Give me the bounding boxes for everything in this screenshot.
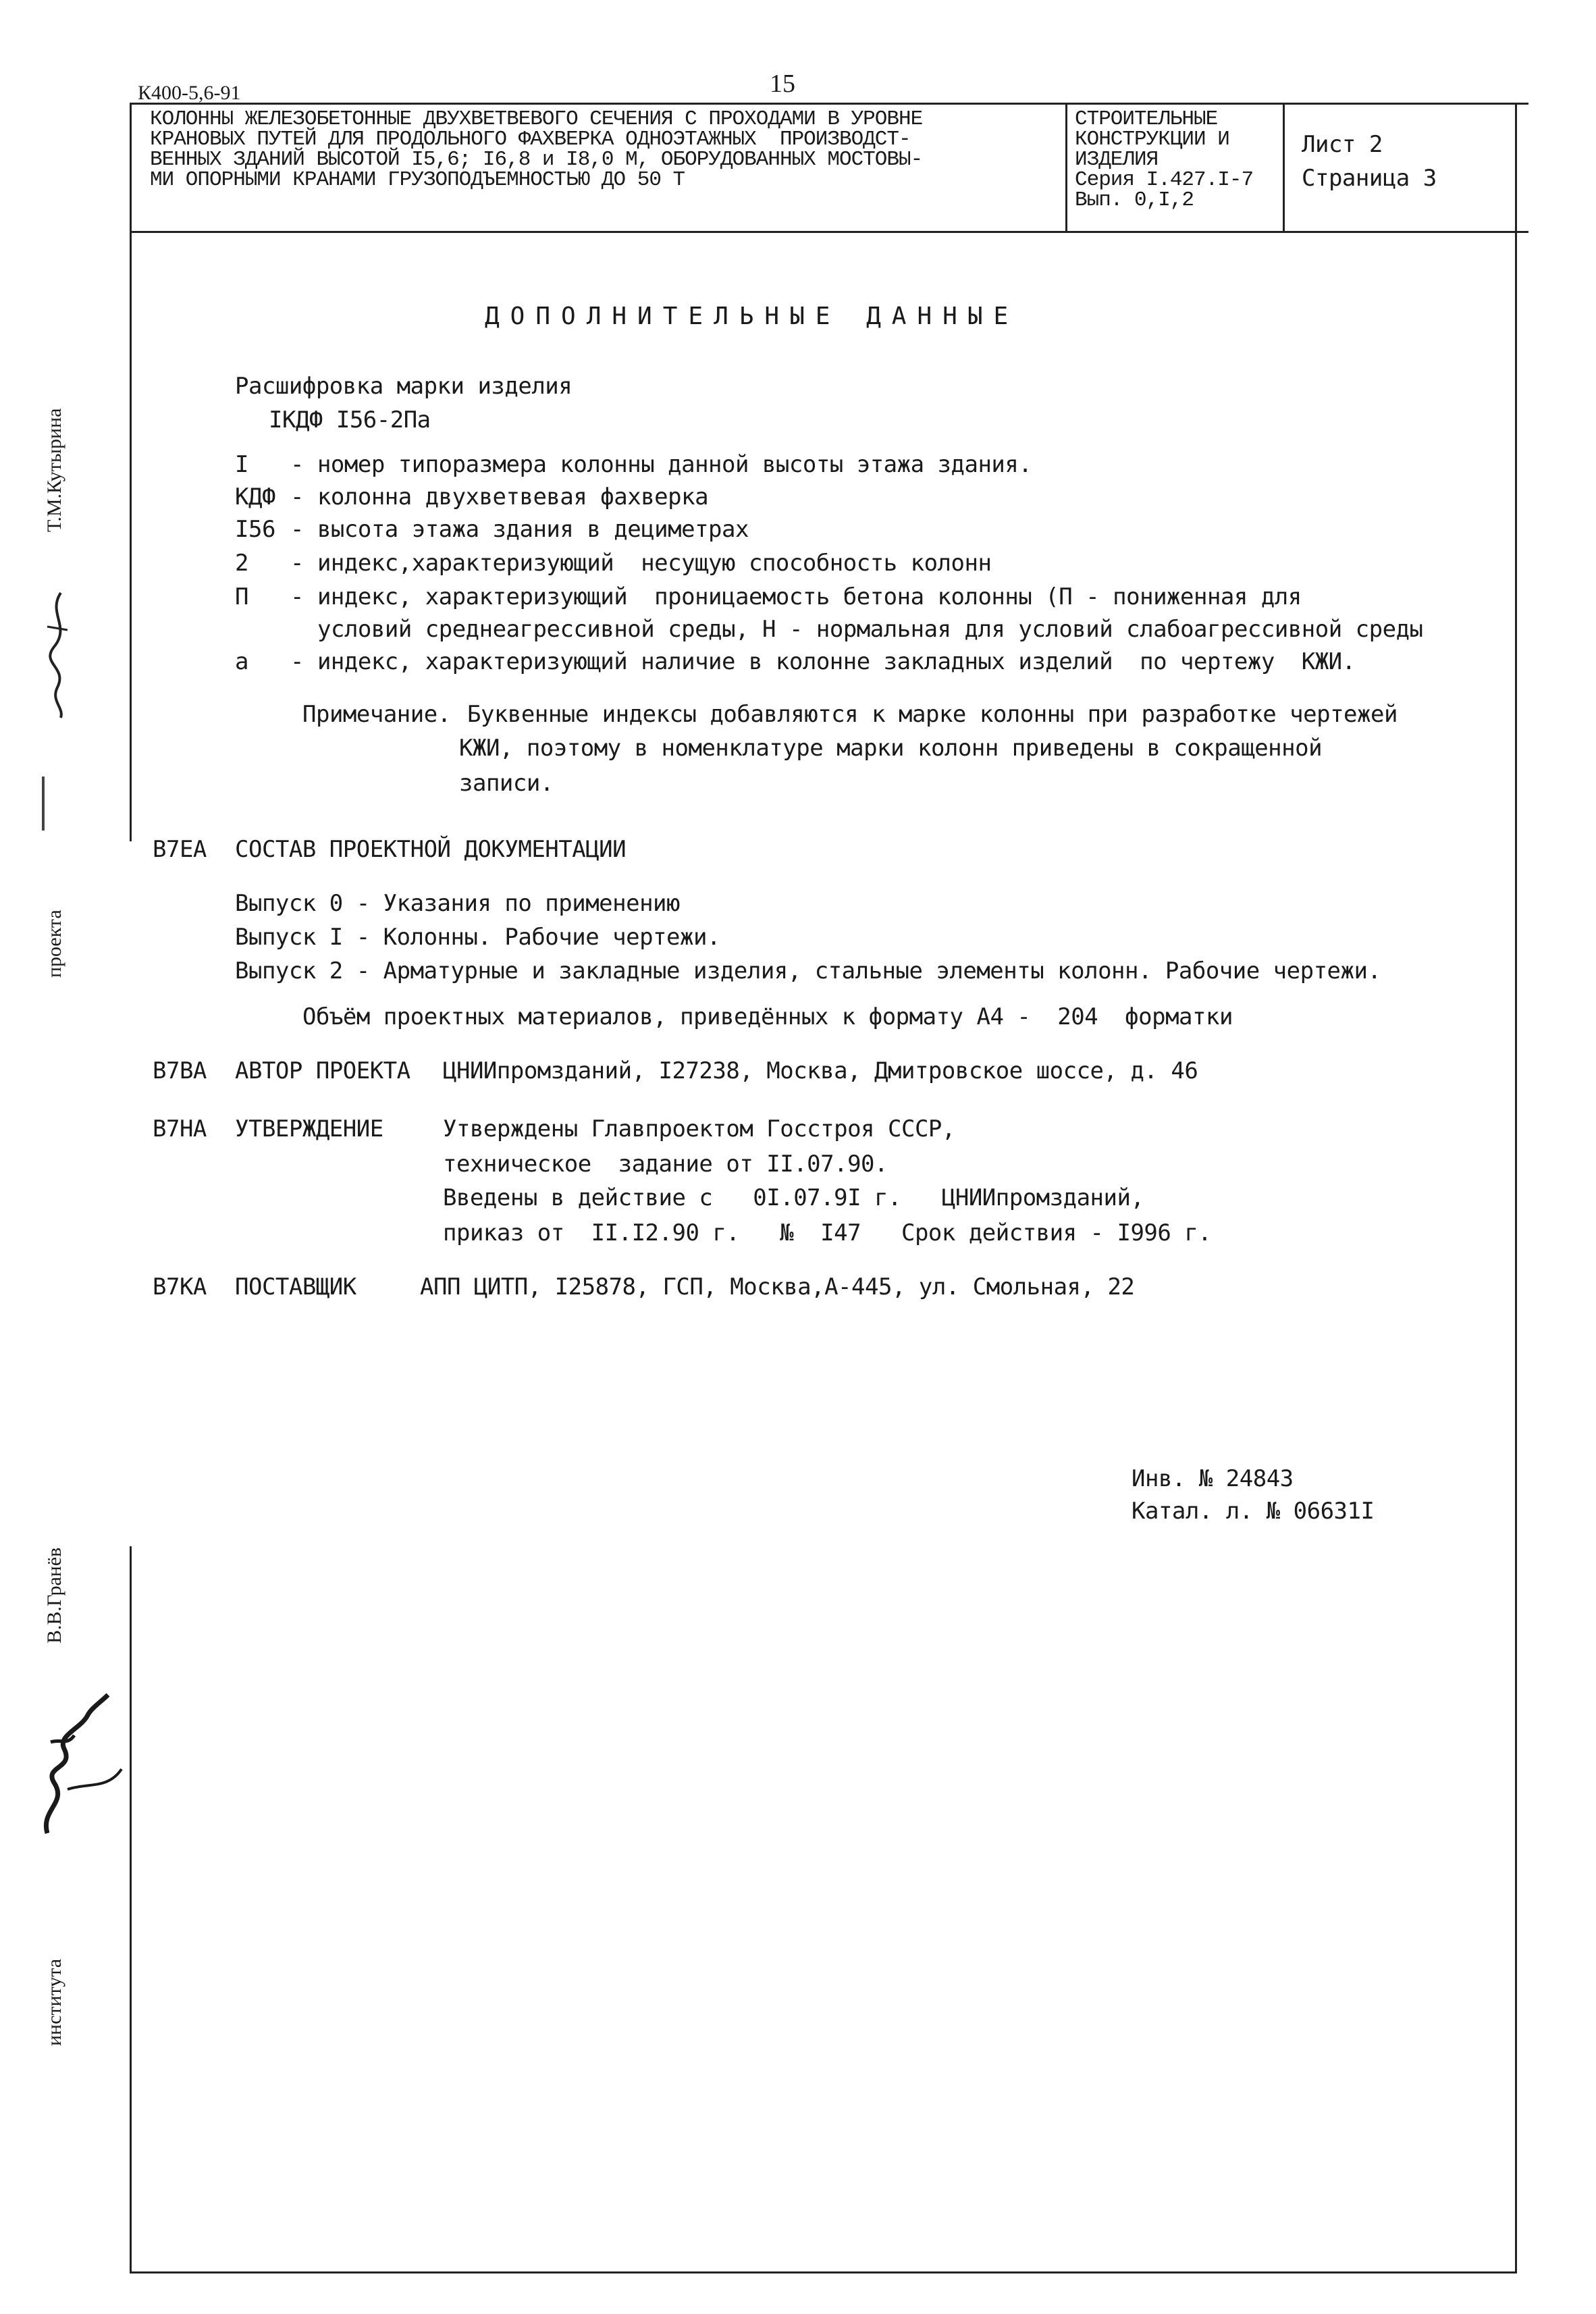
header-bottom-rule xyxy=(130,231,1528,233)
side-name-bottom: В.В.Гранёв xyxy=(43,1547,65,1644)
approval-code: В7НА xyxy=(153,1115,207,1142)
decoding-key: П xyxy=(235,583,248,610)
decoding-text: - индекс,характеризующий несущую способность колонн xyxy=(290,550,992,577)
author-text: ЦНИИпромзданий, I27238, Москва, Дмитровское шоссе, д. 46 xyxy=(443,1057,1198,1084)
decoding-text: - номер типоразмера колонны данной высоты этажа здания. xyxy=(290,451,1032,478)
decoding-key: 2 xyxy=(235,550,248,577)
note-line: КЖИ, поэтому в номенклатуре марки колонн приведены в сокращенной xyxy=(459,735,1323,762)
decoding-heading: Расшифровка марки изделия xyxy=(235,373,573,400)
header-top-rule xyxy=(130,103,1528,105)
header-category-line: ИЗДЕЛИЯ xyxy=(1075,148,1159,172)
approval-line: Введены в действие с 0I.07.9I г. ЦНИИпромзданий, xyxy=(443,1184,1144,1211)
header-title-line: ВЕННЫХ ЗДАНИЙ ВЫСОТОЙ I5,6; I6,8 и I8,0 М, ОБОРУДОВАННЫХ МОСТОВЫ- xyxy=(150,148,923,172)
supplier-text: АПП ЦИТП, I25878, ГСП, Москва,А-445, ул. Смольная, 22 xyxy=(420,1273,1135,1300)
header-category-line: КОНСТРУКЦИИ И xyxy=(1075,128,1229,151)
composition-heading: СОСТАВ ПРОЕКТНОЙ ДОКУМЕНТАЦИИ xyxy=(235,836,627,863)
header-title-line: КРАНОВЫХ ПУТЕЙ ДЛЯ ПРОДОЛЬНОГО ФАХВЕРКА ОДНОЭТАЖНЫХ ПРОИЗВОДСТ- xyxy=(150,128,911,151)
sheet-number: Лист 2 xyxy=(1302,131,1383,158)
signature-top xyxy=(34,586,81,721)
composition-line: Выпуск I - Колонны. Рабочие чертежи. xyxy=(235,924,720,951)
approval-line: техническое задание от II.07.90. xyxy=(443,1151,888,1178)
approval-label: УТВЕРЖДЕНИЕ xyxy=(235,1115,383,1142)
supplier-label: ПОСТАВЩИК xyxy=(235,1273,356,1300)
header-category-line: СТРОИТЕЛЬНЫЕ xyxy=(1075,107,1218,131)
decoding-text: - колонна двухветвевая фахверка xyxy=(290,483,709,510)
composition-code: В7ЕА xyxy=(153,836,207,863)
note-line: записи. xyxy=(459,770,554,797)
header-category-line: Вып. 0,I,2 xyxy=(1075,188,1194,212)
decoding-key: I56 xyxy=(235,516,275,543)
frame-left-border xyxy=(130,103,132,841)
side-label-project: проекта xyxy=(43,910,65,978)
decoding-key: I xyxy=(235,451,248,478)
section-title: ДОПОЛНИТЕЛЬНЫЕ ДАННЫЕ xyxy=(485,303,1019,330)
composition-volume: Объём проектных материалов, приведённых к формату А4 - 204 форматки xyxy=(302,1003,1233,1030)
note-line: Буквенные индексы добавляются к марке колонны при разработке чертежей xyxy=(467,701,1398,728)
signature-bottom xyxy=(27,1688,128,1843)
header-divider-1 xyxy=(1065,103,1067,231)
side-rule xyxy=(42,777,45,831)
inventory-number: Инв. № 24843 xyxy=(1132,1465,1294,1492)
author-label: АВТОР ПРОЕКТА xyxy=(235,1057,410,1084)
header-divider-2 xyxy=(1283,103,1285,231)
decoding-text: - индекс, характеризующий проницаемость бетона колонны (П - пониженная для xyxy=(290,583,1302,610)
decoding-text: - высота этажа здания в дециметрах xyxy=(290,516,749,543)
approval-line: Утверждены Главпроектом Госстроя СССР, xyxy=(443,1115,955,1142)
frame-left-border-lower xyxy=(130,1546,132,2273)
page-number: 15 xyxy=(770,70,795,98)
page-label: Страница 3 xyxy=(1302,165,1437,192)
frame-bottom-rule xyxy=(130,2271,1517,2273)
header-category-line: Серия I.427.I-7 xyxy=(1075,168,1254,192)
approval-line: приказ от II.I2.90 г. № I47 Срок действия - I996 г. xyxy=(443,1219,1212,1246)
decoding-text-continued: условий среднеагрессивной среды, Н - нормальная для условий слабоагрессивной среды xyxy=(317,616,1423,643)
supplier-code: В7КА xyxy=(153,1273,207,1300)
composition-line: Выпуск 2 - Арматурные и закладные изделия, стальные элементы колонн. Рабочие чертежи. xyxy=(235,957,1381,984)
side-name-top: Т.М.Кутырина xyxy=(43,408,65,532)
side-label-institute: института xyxy=(43,1958,65,2046)
doc-code: К400-5,6-91 xyxy=(138,82,241,104)
catalog-number: Катал. л. № 06631I xyxy=(1132,1498,1375,1525)
composition-line: Выпуск 0 - Указания по применению xyxy=(235,890,681,917)
header-title-line: МИ ОПОРНЫМИ КРАНАМИ ГРУЗОПОДЪЕМНОСТЬЮ ДО 50 Т xyxy=(150,168,685,192)
header-title-line: КОЛОННЫ ЖЕЛЕЗОБЕТОННЫЕ ДВУХВЕТВЕВОГО СЕЧЕНИЯ С ПРОХОДАМИ В УРОВНЕ xyxy=(150,107,923,131)
author-code: В7ВА xyxy=(153,1057,207,1084)
decoding-key: КДФ xyxy=(235,483,275,510)
decoding-mark: IКДФ I56-2Па xyxy=(269,406,431,433)
decoding-text: - индекс, характеризующий наличие в колонне закладных изделий по чертежу КЖИ. xyxy=(290,648,1356,675)
frame-right-border xyxy=(1515,103,1517,2273)
note-label: Примечание. xyxy=(302,701,451,728)
decoding-key: а xyxy=(235,648,248,675)
